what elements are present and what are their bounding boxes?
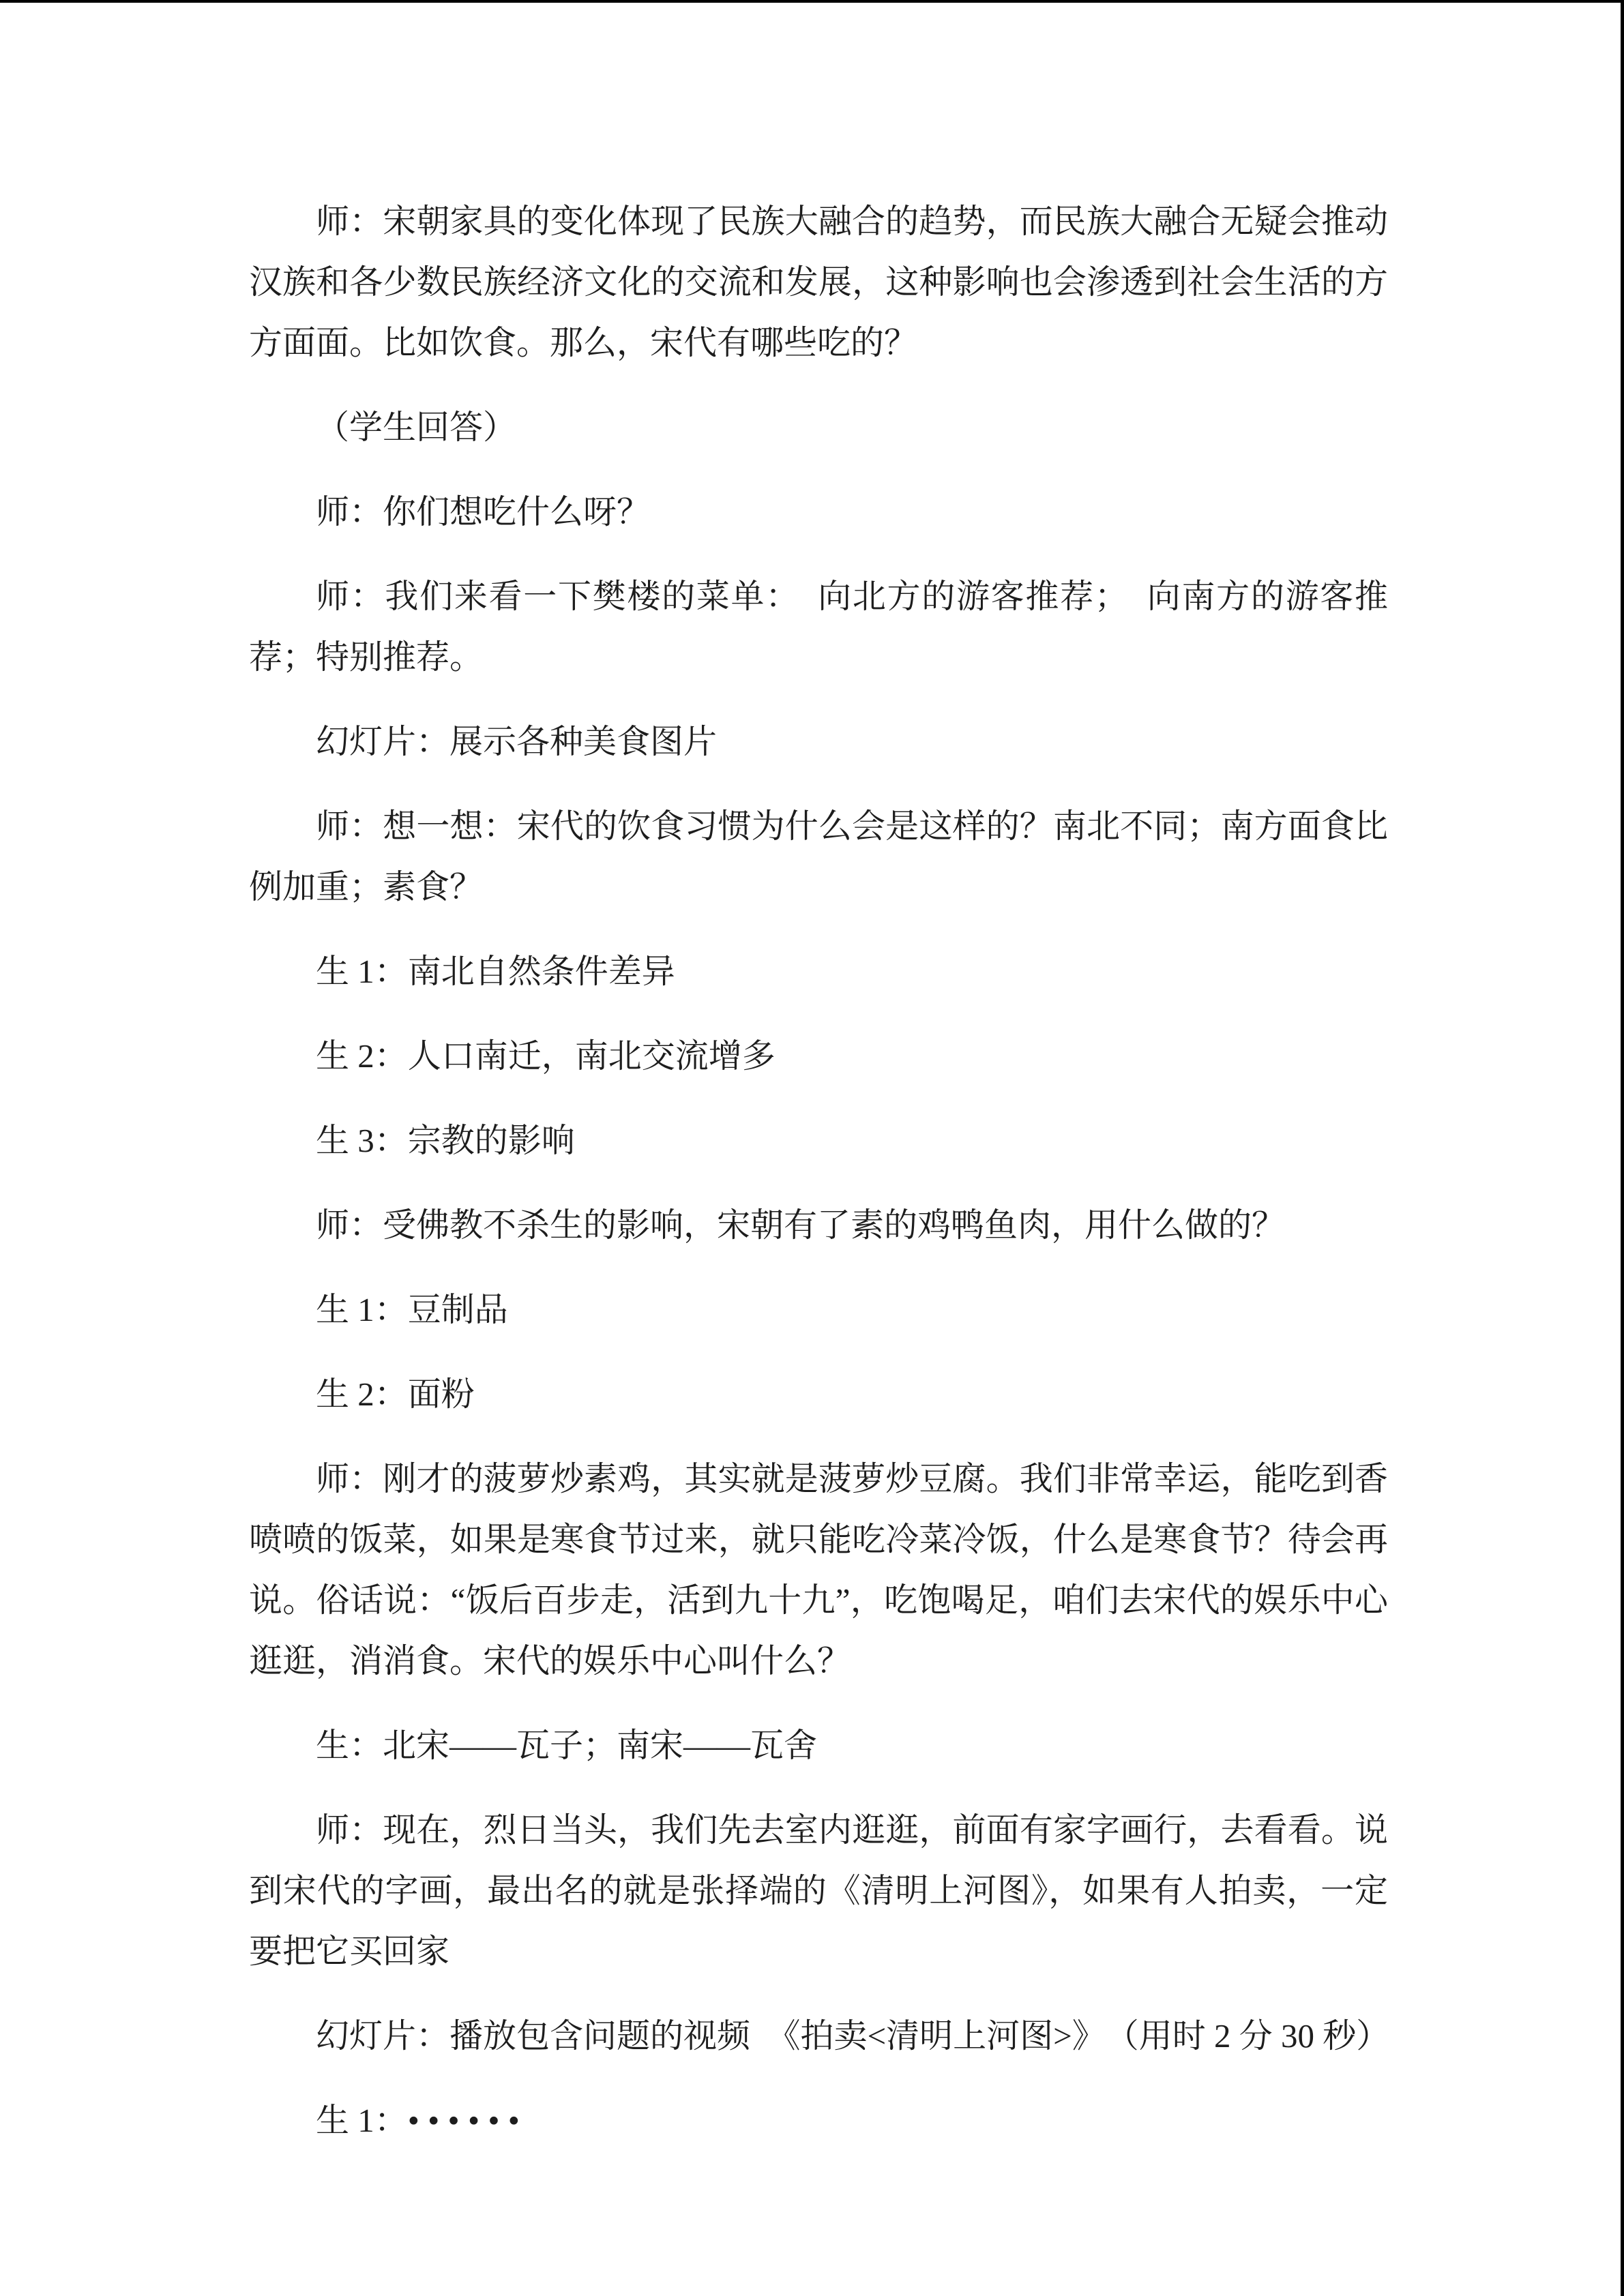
paragraph: 师：受佛教不杀生的影响，宋朝有了素的鸡鸭鱼肉，用什么做的？ [316, 1206, 1286, 1244]
document-body [249, 191, 1388, 2175]
paragraph: 师：我们来看一下樊楼的菜单： 向北方的游客推荐； 向南方的游客推荐；特别推荐。 [249, 578, 1388, 676]
paragraph: （学生回答） [316, 408, 517, 446]
paragraph: 生 2：人口南迁，南北交流增多 [316, 1037, 776, 1075]
paragraph: 生：北宋——瓦子；南宋——瓦舍 [316, 1727, 818, 1764]
paragraph: 生 2：面粉 [316, 1375, 475, 1413]
paragraph: 师：你们想吃什么呀？ [316, 493, 651, 531]
paragraph: 师：刚才的菠萝炒素鸡，其实就是菠萝炒豆腐。我们非常幸运，能吃到香喷喷的饭菜，如果是寒食节过来，就只能吃冷菜冷饭，什么是寒食节？待会再说。俗话说：“饭后百步走，活到九十九”，吃饱喝足，咱们去宋代的娱乐中心逛逛，消消食。宋代的娱乐中心叫什么？ [249, 1460, 1388, 1680]
paragraph: 生 1：• • • • • • [316, 2102, 520, 2139]
paragraph: 幻灯片：播放包含问题的视频 《拍卖<清明上河图>》 （用时 2 分 30 秒） [316, 2017, 1390, 2055]
paragraph: 师：宋朝家具的变化体现了民族大融合的趋势，而民族大融合无疑会推动汉族和各少数民族经济文化的交流和发展，这种影响也会渗透到社会生活的方方面面。比如饮食。那么，宋代有哪些吃的？ [249, 203, 1388, 361]
paragraph: 生 3：宗教的影响 [316, 1122, 575, 1159]
page-top-edge-line [0, 0, 1624, 3]
paragraph: 生 1：南北自然条件差异 [316, 953, 675, 990]
paragraph: 师：现在，烈日当头，我们先去室内逛逛，前面有家字画行，去看看。说到宋代的字画，最出名的就是张择端的《清明上河图》，如果有人拍卖，一定要把它买回家 [249, 1811, 1388, 1970]
paragraph: 生 1：豆制品 [316, 1291, 508, 1328]
paragraph: 幻灯片：展示各种美食图片 [316, 723, 718, 760]
page-right-edge-line [1621, 0, 1624, 2296]
paragraph: 师：想一想：宋代的饮食习惯为什么会是这样的？南北不同；南方面食比例加重；素食？ [249, 807, 1388, 906]
